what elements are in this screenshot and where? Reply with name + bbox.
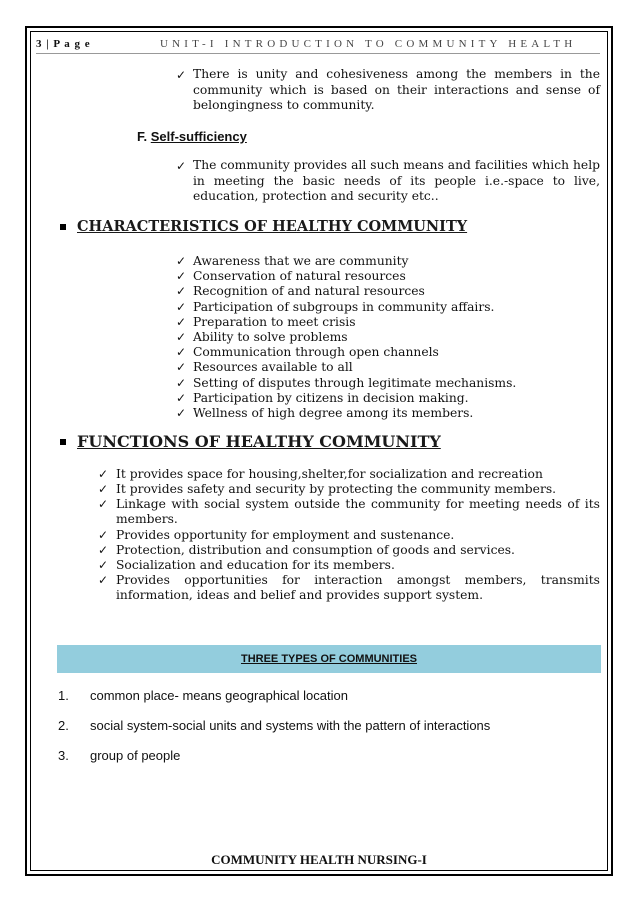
checkmark-icon: ✓ xyxy=(176,406,187,420)
type-text: social system-social units and systems with the pattern of interactions xyxy=(90,718,491,733)
functions-heading: FUNCTIONS OF HEALTHY COMMUNITY xyxy=(77,432,441,451)
characteristic-item: Recognition of and natural resources xyxy=(193,284,425,299)
checkmark-icon: ✓ xyxy=(98,467,109,481)
checkmark-icon: ✓ xyxy=(98,573,109,587)
function-item: Provides opportunities for interaction amongst members, transmits information, ideas and belief and provides support system. xyxy=(116,573,600,602)
characteristic-item: Preparation to meet crisis xyxy=(193,314,356,329)
checkmark-icon: ✓ xyxy=(176,360,187,375)
checkmark-icon: ✓ xyxy=(176,159,187,173)
page-number: 3 | P a g e xyxy=(36,38,91,50)
type-text: common place- means geographical location xyxy=(90,688,348,703)
function-item: Provides opportunity for employment and sustenance. xyxy=(116,528,455,542)
checkmark-icon: ✓ xyxy=(176,345,187,360)
checkmark-icon: ✓ xyxy=(176,375,187,390)
characteristics-heading: CHARACTERISTICS OF HEALTHY COMMUNITY xyxy=(77,218,468,235)
page-border-inner xyxy=(30,31,608,871)
type-text: group of people xyxy=(90,748,181,763)
type-number: 2. xyxy=(58,718,69,733)
checkmark-icon: ✓ xyxy=(98,558,109,572)
type-number: 3. xyxy=(58,748,69,763)
checkmark-icon: ✓ xyxy=(98,482,109,496)
top-item: There is unity and cohesiveness among the members in the community which is based on their interactions and sense of belongingness to community. xyxy=(193,67,600,112)
characteristic-item: Communication through open channels xyxy=(193,345,439,360)
square-bullet-icon xyxy=(60,439,66,445)
checkmark-icon: ✓ xyxy=(98,543,109,557)
characteristic-item: Awareness that we are community xyxy=(193,254,409,268)
function-item: Protection, distribution and consumption of goods and services. xyxy=(116,543,515,557)
checkmark-icon: ✓ xyxy=(98,497,109,511)
checkmark-icon: ✓ xyxy=(176,284,187,299)
checkmark-icon: ✓ xyxy=(98,528,109,542)
characteristic-item: Wellness of high degree among its members. xyxy=(193,406,474,420)
page-header xyxy=(36,38,600,54)
characteristic-item: Participation by citizens in decision making. xyxy=(193,390,469,405)
characteristic-item: Ability to solve problems xyxy=(193,330,348,344)
function-item: Socialization and education for its members. xyxy=(116,558,395,572)
header-rule xyxy=(36,53,600,54)
page-footer: COMMUNITY HEALTH NURSING-I xyxy=(211,852,427,867)
checkmark-icon: ✓ xyxy=(176,390,187,405)
checkmark-icon: ✓ xyxy=(176,254,187,268)
characteristic-item: Resources available to all xyxy=(193,360,353,375)
function-item: Linkage with social system outside the community for meeting needs of its members. xyxy=(116,497,600,526)
characteristic-item: Setting of disputes through legitimate mechanisms. xyxy=(193,375,517,390)
square-bullet-icon xyxy=(60,224,66,230)
checkmark-icon: ✓ xyxy=(176,330,187,344)
subsection-letter: F. xyxy=(137,129,148,144)
checkmark-icon: ✓ xyxy=(176,68,187,82)
types-banner xyxy=(57,645,601,673)
function-item: It provides space for housing,shelter,for socialization and recreation xyxy=(116,467,543,481)
checkmark-icon: ✓ xyxy=(176,314,187,329)
characteristic-item: Participation of subgroups in community affairs. xyxy=(193,299,495,314)
type-number: 1. xyxy=(58,688,69,703)
subsection-item: The community provides all such means and facilities which help in meeting the basic needs of its people i.e.-space to live, education, protection and security etc.. xyxy=(193,158,600,203)
subsection-title: Self-sufficiency xyxy=(150,129,247,144)
types-banner-title: THREE TYPES OF COMMUNITIES xyxy=(240,653,417,665)
function-item: It provides safety and security by protecting the community members. xyxy=(116,482,557,496)
characteristic-item: Conservation of natural resources xyxy=(193,269,406,284)
subsection-heading xyxy=(137,129,247,144)
unit-title: UNIT-I INTRODUCTION TO COMMUNITY HEALTH xyxy=(160,38,577,50)
checkmark-icon: ✓ xyxy=(176,269,187,284)
checkmark-icon: ✓ xyxy=(176,299,187,314)
